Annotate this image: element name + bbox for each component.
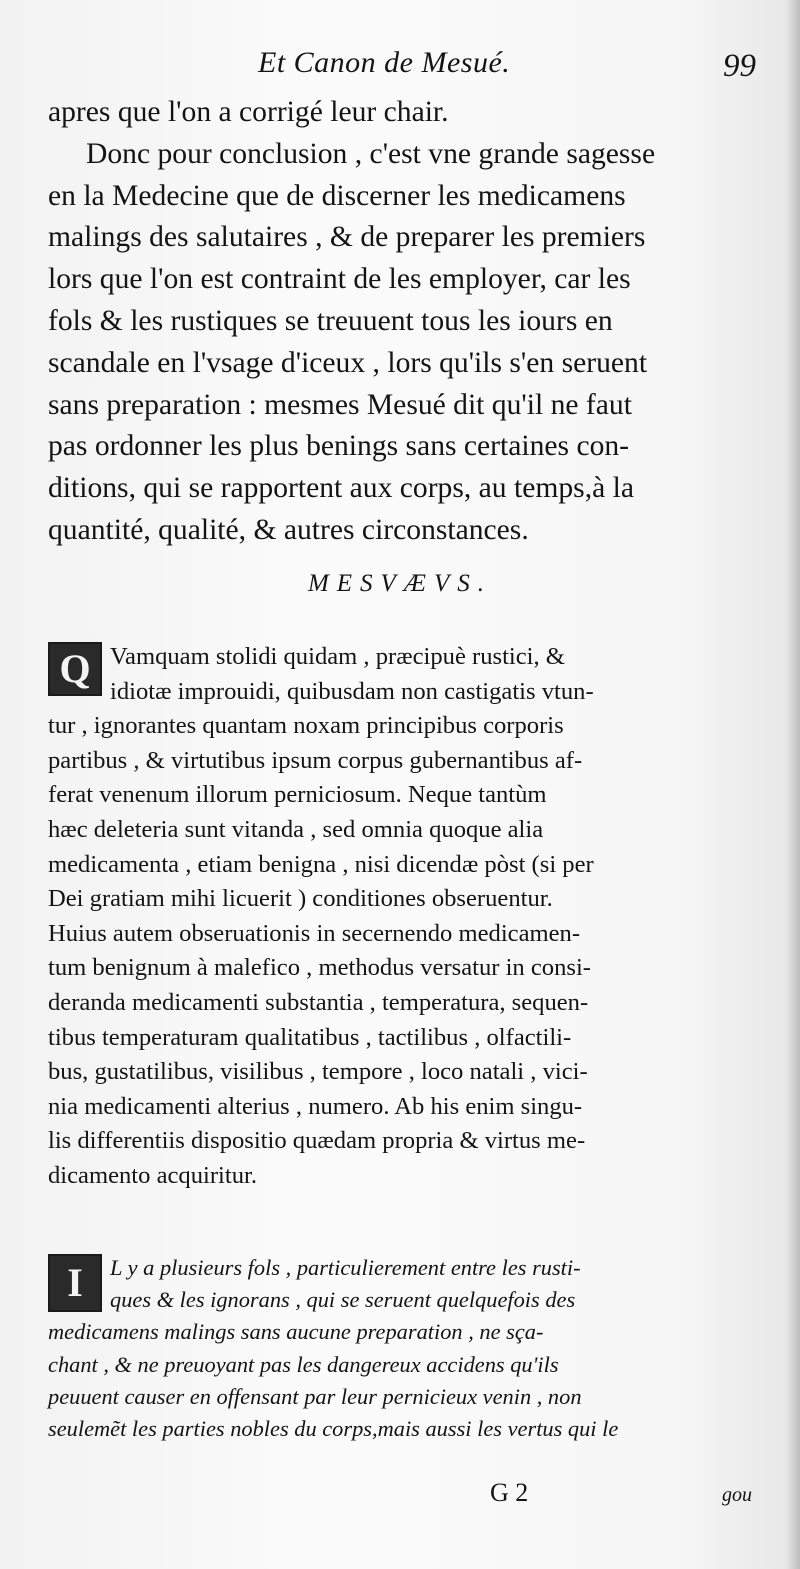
running-title: Et Canon de Mesué. xyxy=(258,46,511,79)
text-line: partibus , & virtutibus ipsum corpus gubernantibus af- xyxy=(48,746,583,774)
text-line: medicamens malings sans aucune preparation , ne sça- xyxy=(48,1319,544,1345)
text-line: sans preparation : mesmes Mesué dit qu'il ne faut xyxy=(48,388,632,421)
text-line: en la Medecine que de discerner les medicamens xyxy=(48,179,626,212)
catchword: gou xyxy=(722,1484,752,1506)
text-line: fols & les rustiques se treuuent tous les iours en xyxy=(48,304,613,337)
french-paragraph xyxy=(48,92,758,552)
text-line: pas ordonner les plus benings sans certaines con- xyxy=(48,430,630,463)
text-line: Donc pour conclusion , c'est vne grande sagesse xyxy=(86,137,656,170)
text-line: dicamento acquiritur. xyxy=(48,1161,257,1189)
text-line: Vamquam stolidi quidam , præcipuè rustici, & xyxy=(110,643,565,670)
text-line: tum benignum à malefico , methodus versatur in consi- xyxy=(48,954,591,982)
text-line: scandale en l'vsage d'iceux , lors qu'ils s'en seruent xyxy=(48,346,648,379)
text-line: ques & les ignorans , qui se seruent quelquefois des xyxy=(110,1287,576,1313)
text-line: apres que l'on a corrigé leur chair. xyxy=(48,96,449,128)
latin-paragraph xyxy=(48,640,758,1194)
page-edge-shadow xyxy=(786,0,800,1569)
text-line: hæc deleteria sunt vitanda , sed omnia quoque alia xyxy=(48,815,544,843)
page-number: 99 xyxy=(723,48,756,84)
initial-letter: Q xyxy=(59,646,91,691)
text-line: ditions, qui se rapportent aux corps, au temps,à la xyxy=(48,472,634,505)
text-line: ferat venenum illorum perniciosum. Neque tantùm xyxy=(48,781,547,809)
signature-mark: G 2 xyxy=(490,1478,529,1507)
text-line: L y a plusieurs fols , particulierement entre les rusti- xyxy=(110,1255,581,1280)
section-heading: MESVÆVS. xyxy=(307,570,493,597)
initial-letter: I xyxy=(67,1260,83,1305)
text-line: seulemẽt les parties nobles du corps,mais aussi les vertus qui le xyxy=(48,1416,619,1442)
text-line: nia medicamenti alterius , numero. Ab his enim singu- xyxy=(48,1092,583,1120)
text-line: peuuent causer en offensant par leur pernicieux venin , non xyxy=(48,1383,582,1409)
text-line: lis differentiis dispositio quædam propria & virtus me- xyxy=(48,1127,586,1155)
text-line: tur , ignorantes quantam noxam principibus corporis xyxy=(48,712,564,740)
text-line: tibus temperaturam qualitatibus , tactilibus , olfactili- xyxy=(48,1023,572,1051)
text-line: medicamenta , etiam benigna , nisi dicendæ pòst (si per xyxy=(48,850,594,878)
text-line: deranda medicamenti substantia , temperatura, sequen- xyxy=(48,988,589,1016)
text-line: Huius autem obseruationis in secernendo medicamen- xyxy=(48,919,581,947)
text-line: idiotæ improuidi, quibusdam non castigatis vtun- xyxy=(110,677,594,705)
text-line: malings des salutaires , & de preparer les premiers xyxy=(48,221,646,254)
text-line: quantité, qualité, & autres circonstances. xyxy=(48,513,529,546)
page-header xyxy=(0,46,800,96)
text-line: lors que l'on est contraint de les employer, car les xyxy=(48,263,631,296)
commentary-paragraph xyxy=(48,1252,758,1445)
text-line: chant , & ne preuoyant pas les dangereux accidens qu'ils xyxy=(48,1351,559,1377)
text-line: Dei gratiam mihi licuerit ) conditiones obseruentur. xyxy=(48,885,553,913)
text-line: bus, gustatilibus, visilibus , tempore , loco natali , vici- xyxy=(48,1058,588,1086)
